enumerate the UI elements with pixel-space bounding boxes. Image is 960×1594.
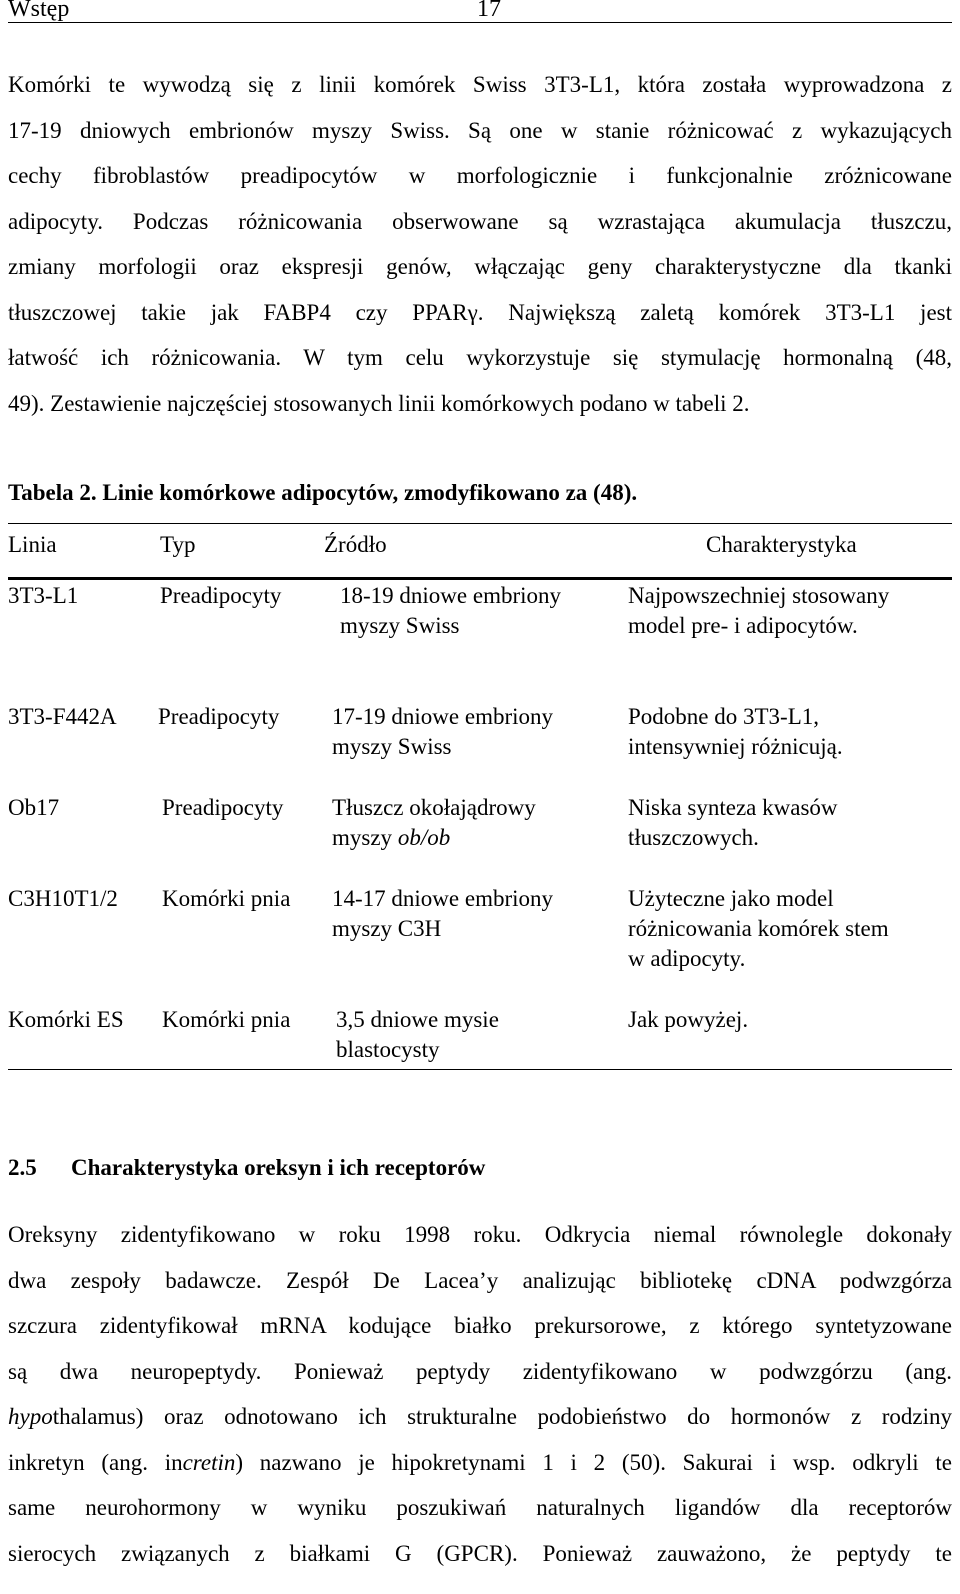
cell-source: 3,5 dniowe mysie blastocysty <box>336 1007 499 1062</box>
cell-characteristics: Użyteczne jako model różnicowania komórek stem w adipocyty. <box>628 886 889 971</box>
col-header-line: Linia <box>8 532 57 557</box>
cell-characteristics: Jak powyżej. <box>628 1007 749 1032</box>
table-top-rule <box>8 523 952 524</box>
cell-type: Preadipocyty <box>158 704 280 729</box>
text-line: 17-19 dniowych embrionów myszy Swiss. Są one w stanie różnicować z wykazujących <box>8 117 952 143</box>
col-header-source: Źródło <box>324 532 387 557</box>
text-line: same neurohormony w wyniku poszukiwań naturalnych ligandów dla receptorów <box>8 1495 952 1520</box>
cell-line: 3T3-L1 <box>8 583 79 608</box>
cell-line: Komórki ES <box>8 1007 124 1032</box>
text-line: inkretyn (ang. incretin) nazwano je hipokretynami 1 i 2 (50). Sakurai i wsp. odkryli te <box>8 1449 952 1475</box>
text-line: cechy fibroblastów preadipocytów w morfologicznie i funkcjonalnie zróżnicowane <box>8 163 952 188</box>
cell-line: C3H10T1/2 <box>8 886 118 911</box>
section-number: 2.5 <box>8 1155 37 1180</box>
text-line: Komórki te wywodzą się z linii komórek Swiss 3T3-L1, która została wyprowadzona z <box>8 72 952 97</box>
table-bottom-rule <box>8 1069 952 1070</box>
text-line: są dwa neuropeptydy. Ponieważ peptydy zidentyfikowano w podwzgórzu (ang. <box>8 1358 952 1384</box>
cell-source: 17-19 dniowe embriony myszy Swiss <box>332 704 554 759</box>
text-line: szczura zidentyfikował mRNA kodujące białko prekursorowe, z którego syntetyzowane <box>8 1313 952 1338</box>
cell-characteristics: Najpowszechniej stosowany model pre- i adipocytów. <box>628 583 890 638</box>
text-line: tłuszczowej takie jak FABP4 czy PPARγ. Największą zaletą komórek 3T3-L1 jest <box>8 299 952 325</box>
text-line: adipocyty. Podczas różnicowania obserwowane są wzrastająca akumulacja tłuszczu, <box>8 208 952 234</box>
orexin-paragraph <box>8 1212 952 1576</box>
cell-source: 14-17 dniowe embriony myszy C3H <box>332 886 554 941</box>
text-line: 49). Zestawienie najczęściej stosowanych linii komórkowych podano w tabeli 2. <box>8 390 750 416</box>
col-header-type: Typ <box>160 532 196 557</box>
section-heading <box>8 1155 485 1181</box>
cell-type: Preadipocyty <box>160 583 282 608</box>
text-line: dwa zespoły badawcze. Zespół De Lacea’y analizując bibliotekę cDNA podwzgórza <box>8 1267 952 1293</box>
text-line: sierocych związanych z białkami G (GPCR). Ponieważ zauważono, że peptydy te <box>8 1540 952 1566</box>
cell-type: Komórki pnia <box>162 886 291 911</box>
col-header-characteristics: Charakterystyka <box>706 532 857 557</box>
intro-paragraph <box>8 62 952 426</box>
cell-type: Preadipocyty <box>162 795 284 820</box>
running-header <box>8 0 952 23</box>
table-caption: Tabela 2. Linie komórkowe adipocytów, zmodyfikowano za (48). <box>8 480 638 505</box>
table-header-rule <box>8 577 952 580</box>
cell-characteristics: Niska synteza kwasów tłuszczowych. <box>628 795 838 850</box>
cell-line: 3T3-F442A <box>8 704 117 729</box>
cell-type: Komórki pnia <box>162 1007 291 1032</box>
header-chapter: Wstęp <box>8 0 70 22</box>
page-number: 17 <box>477 0 501 22</box>
text-line: zmiany morfologii oraz ekspresji genów, włączając geny charakterystyczne dla tkanki <box>8 254 952 279</box>
text-line: hypothalamus) oraz odnotowano ich strukturalne podobieństwo do hormonów z rodziny <box>8 1404 952 1429</box>
section-title: Charakterystyka oreksyn i ich receptorów <box>71 1155 486 1180</box>
cell-source: Tłuszcz okołajądrowy myszy ob/ob <box>332 795 536 850</box>
text-line: Oreksyny zidentyfikowano w roku 1998 roku. Odkrycia niemal równolegle dokonały <box>8 1222 952 1247</box>
text-line: łatwość ich różnicowania. W tym celu wykorzystuje się stymulację hormonalną (48, <box>8 345 952 370</box>
cell-source: 18-19 dniowe embriony myszy Swiss <box>340 583 562 638</box>
cell-line: Ob17 <box>8 795 60 820</box>
cell-characteristics: Podobne do 3T3-L1, intensywniej różnicują. <box>628 704 843 759</box>
